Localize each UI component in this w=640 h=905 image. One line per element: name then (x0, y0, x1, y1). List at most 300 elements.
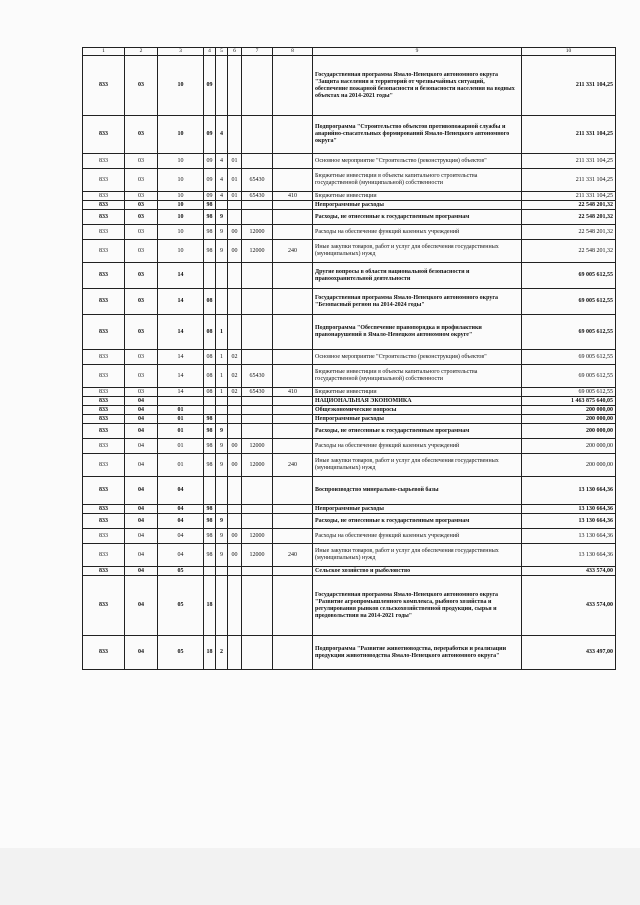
expense-type-code: 410 (273, 192, 313, 201)
event-code (228, 567, 242, 576)
item-description: Сельское хозяйство и рыболовство (313, 567, 522, 576)
table-row (83, 315, 616, 350)
section-code: 04 (125, 477, 158, 505)
admin-code: 833 (83, 424, 125, 439)
expense-type-code (273, 116, 313, 154)
admin-code: 833 (83, 439, 125, 454)
admin-code: 833 (83, 350, 125, 365)
event-code (228, 263, 242, 289)
amount: 22 548 201,32 (522, 201, 616, 210)
subsection-code: 01 (158, 454, 204, 477)
section-code: 04 (125, 439, 158, 454)
direction-code (242, 289, 273, 315)
subprogram-code: 9 (216, 439, 228, 454)
page-bottom-margin (0, 848, 640, 905)
table-row (83, 225, 616, 240)
section-code: 04 (125, 424, 158, 439)
subsection-code: 10 (158, 210, 204, 225)
table-row (83, 397, 616, 406)
subsection-code: 01 (158, 406, 204, 415)
header-row (83, 48, 616, 56)
admin-code: 833 (83, 636, 125, 670)
section-code: 03 (125, 350, 158, 365)
amount: 211 331 104,25 (522, 154, 616, 169)
program-code: 08 (204, 350, 216, 365)
expense-type-code (273, 289, 313, 315)
program-code: 98 (204, 454, 216, 477)
item-description: Подпрограмма "Обеспечение правопорядка и профилактики правонарушений в Ямало-Ненецком автономном округе" (313, 315, 522, 350)
program-code: 98 (204, 529, 216, 544)
item-description: НАЦИОНАЛЬНАЯ ЭКОНОМИКА (313, 397, 522, 406)
table-row (83, 544, 616, 567)
table-row (83, 263, 616, 289)
budget-table (82, 47, 616, 670)
item-description: Непрограммные расходы (313, 505, 522, 514)
event-code (228, 477, 242, 505)
section-code: 03 (125, 240, 158, 263)
admin-code: 833 (83, 154, 125, 169)
subprogram-code: 4 (216, 169, 228, 192)
subprogram-code: 4 (216, 192, 228, 201)
section-code: 04 (125, 415, 158, 424)
event-code: 02 (228, 388, 242, 397)
subprogram-code: 4 (216, 116, 228, 154)
item-description: Расходы, не отнесенные к государственным программам (313, 210, 522, 225)
subsection-code: 10 (158, 116, 204, 154)
event-code: 01 (228, 154, 242, 169)
program-code: 08 (204, 365, 216, 388)
amount: 22 548 201,32 (522, 210, 616, 225)
admin-code: 833 (83, 210, 125, 225)
amount: 22 548 201,32 (522, 240, 616, 263)
amount: 13 130 664,36 (522, 544, 616, 567)
direction-code (242, 477, 273, 505)
amount: 1 463 875 640,05 (522, 397, 616, 406)
item-description: Государственная программа Ямало-Ненецкого автономного округа "Безопасный регион на 2014-2024 годы" (313, 289, 522, 315)
amount: 200 000,00 (522, 415, 616, 424)
subsection-code: 05 (158, 576, 204, 636)
direction-code: 12000 (242, 439, 273, 454)
item-description: Бюджетные инвестиции в объекты капитального строительства государственной (муниципальной) собственности (313, 169, 522, 192)
program-code: 98 (204, 225, 216, 240)
admin-code: 833 (83, 454, 125, 477)
direction-code: 12000 (242, 529, 273, 544)
section-code: 03 (125, 210, 158, 225)
expense-type-code (273, 636, 313, 670)
subprogram-code: 4 (216, 154, 228, 169)
expense-type-code (273, 576, 313, 636)
section-code: 04 (125, 397, 158, 406)
subsection-code: 10 (158, 225, 204, 240)
admin-code: 833 (83, 529, 125, 544)
program-code: 08 (204, 289, 216, 315)
expense-type-code (273, 315, 313, 350)
direction-code: 65430 (242, 169, 273, 192)
admin-code: 833 (83, 576, 125, 636)
amount: 200 000,00 (522, 454, 616, 477)
section-code: 04 (125, 454, 158, 477)
section-code: 03 (125, 201, 158, 210)
amount: 433 574,00 (522, 576, 616, 636)
direction-code (242, 567, 273, 576)
item-description: Подпрограмма "Развитие животноводства, переработки и реализации продукции животноводства Ямало-Ненецкого автономного округа" (313, 636, 522, 670)
expense-type-code (273, 505, 313, 514)
section-code: 04 (125, 505, 158, 514)
direction-code (242, 56, 273, 116)
admin-code: 833 (83, 365, 125, 388)
subsection-code (158, 397, 204, 406)
table-row (83, 210, 616, 225)
admin-code: 833 (83, 477, 125, 505)
table-row (83, 365, 616, 388)
item-description: Общеэкономические вопросы (313, 406, 522, 415)
column-number: 4 (204, 48, 216, 56)
subprogram-code (216, 289, 228, 315)
admin-code: 833 (83, 56, 125, 116)
admin-code: 833 (83, 240, 125, 263)
expense-type-code: 240 (273, 454, 313, 477)
expense-type-code (273, 201, 313, 210)
direction-code: 12000 (242, 544, 273, 567)
event-code: 00 (228, 544, 242, 567)
item-description: Непрограммные расходы (313, 201, 522, 210)
section-code: 04 (125, 636, 158, 670)
direction-code (242, 263, 273, 289)
expense-type-code (273, 365, 313, 388)
item-description: Бюджетные инвестиции (313, 192, 522, 201)
event-code: 00 (228, 529, 242, 544)
item-description: Иные закупки товаров, работ и услуг для обеспечения государственных (муниципальных) нужд (313, 454, 522, 477)
item-description: Бюджетные инвестиции (313, 388, 522, 397)
table-row (83, 439, 616, 454)
direction-code: 12000 (242, 454, 273, 477)
program-code: 98 (204, 514, 216, 529)
item-description: Воспроизводство минерально-сырьевой базы (313, 477, 522, 505)
subsection-code: 10 (158, 192, 204, 201)
item-description: Непрограммные расходы (313, 415, 522, 424)
section-code: 03 (125, 116, 158, 154)
section-code: 03 (125, 263, 158, 289)
table-row (83, 636, 616, 670)
direction-code (242, 576, 273, 636)
subprogram-code: 1 (216, 388, 228, 397)
expense-type-code (273, 424, 313, 439)
section-code: 03 (125, 56, 158, 116)
admin-code: 833 (83, 201, 125, 210)
subprogram-code: 9 (216, 424, 228, 439)
admin-code: 833 (83, 406, 125, 415)
direction-code (242, 397, 273, 406)
subprogram-code: 1 (216, 315, 228, 350)
expense-type-code (273, 350, 313, 365)
amount: 13 130 664,36 (522, 477, 616, 505)
expense-type-code (273, 263, 313, 289)
table-row (83, 201, 616, 210)
amount: 211 331 104,25 (522, 56, 616, 116)
expense-type-code (273, 567, 313, 576)
subprogram-code (216, 477, 228, 505)
amount: 200 000,00 (522, 439, 616, 454)
program-code: 08 (204, 315, 216, 350)
subsection-code: 10 (158, 201, 204, 210)
item-description: Расходы на обеспечение функций казенных учреждений (313, 529, 522, 544)
subsection-code: 14 (158, 365, 204, 388)
section-code: 04 (125, 576, 158, 636)
event-code: 00 (228, 454, 242, 477)
subsection-code: 01 (158, 439, 204, 454)
subsection-code: 14 (158, 350, 204, 365)
event-code (228, 397, 242, 406)
subsection-code: 10 (158, 56, 204, 116)
subsection-code: 04 (158, 505, 204, 514)
direction-code: 65430 (242, 388, 273, 397)
amount: 13 130 664,36 (522, 505, 616, 514)
expense-type-code (273, 406, 313, 415)
table-row (83, 169, 616, 192)
amount: 69 005 612,55 (522, 315, 616, 350)
item-description: Подпрограмма "Строительство объектов противопожарной службы и аварийно-спасательных формирований Ямало-Ненецкого автономного округа" (313, 116, 522, 154)
section-code: 03 (125, 225, 158, 240)
subprogram-code: 9 (216, 544, 228, 567)
item-description: Иные закупки товаров, работ и услуг для обеспечения государственных (муниципальных) нужд (313, 240, 522, 263)
direction-code: 65430 (242, 365, 273, 388)
subsection-code: 14 (158, 315, 204, 350)
expense-type-code (273, 477, 313, 505)
amount: 433 574,00 (522, 567, 616, 576)
column-number: 1 (83, 48, 125, 56)
program-code: 18 (204, 636, 216, 670)
direction-code (242, 116, 273, 154)
program-code: 98 (204, 240, 216, 263)
table-row (83, 505, 616, 514)
subprogram-code (216, 397, 228, 406)
column-number: 10 (522, 48, 616, 56)
amount: 211 331 104,25 (522, 192, 616, 201)
event-code (228, 406, 242, 415)
expense-type-code (273, 169, 313, 192)
expense-type-code: 240 (273, 240, 313, 263)
item-description: Основное мероприятие "Строительство (реконструкция) объектов" (313, 350, 522, 365)
direction-code (242, 514, 273, 529)
direction-code (242, 201, 273, 210)
direction-code (242, 315, 273, 350)
direction-code (242, 154, 273, 169)
item-description: Бюджетные инвестиции в объекты капитального строительства государственной (муниципальной) собственности (313, 365, 522, 388)
subsection-code: 01 (158, 415, 204, 424)
column-number: 9 (313, 48, 522, 56)
admin-code: 833 (83, 315, 125, 350)
expense-type-code (273, 529, 313, 544)
expense-type-code (273, 397, 313, 406)
amount: 13 130 664,36 (522, 529, 616, 544)
table-row (83, 289, 616, 315)
program-code: 98 (204, 505, 216, 514)
program-code: 98 (204, 201, 216, 210)
item-description: Расходы, не отнесенные к государственным программам (313, 514, 522, 529)
event-code (228, 315, 242, 350)
program-code: 09 (204, 116, 216, 154)
program-code: 98 (204, 439, 216, 454)
subprogram-code (216, 576, 228, 636)
admin-code: 833 (83, 388, 125, 397)
subprogram-code: 1 (216, 350, 228, 365)
direction-code (242, 636, 273, 670)
admin-code: 833 (83, 225, 125, 240)
event-code (228, 505, 242, 514)
amount: 200 000,00 (522, 406, 616, 415)
expense-type-code (273, 154, 313, 169)
event-code: 00 (228, 439, 242, 454)
table-row (83, 406, 616, 415)
direction-code: 65430 (242, 192, 273, 201)
subprogram-code: 9 (216, 240, 228, 263)
subprogram-code: 2 (216, 636, 228, 670)
item-description: Расходы на обеспечение функций казенных учреждений (313, 439, 522, 454)
amount: 211 331 104,25 (522, 116, 616, 154)
column-number: 6 (228, 48, 242, 56)
event-code (228, 415, 242, 424)
event-code (228, 210, 242, 225)
amount: 69 005 612,55 (522, 263, 616, 289)
subsection-code: 04 (158, 514, 204, 529)
admin-code: 833 (83, 289, 125, 315)
subprogram-code (216, 263, 228, 289)
column-number: 7 (242, 48, 273, 56)
amount: 13 130 664,36 (522, 514, 616, 529)
program-code: 98 (204, 424, 216, 439)
section-code: 03 (125, 365, 158, 388)
column-number: 8 (273, 48, 313, 56)
subsection-code: 04 (158, 477, 204, 505)
admin-code: 833 (83, 263, 125, 289)
admin-code: 833 (83, 514, 125, 529)
subprogram-code (216, 201, 228, 210)
event-code (228, 514, 242, 529)
expense-type-code (273, 439, 313, 454)
table-row (83, 415, 616, 424)
table-row (83, 388, 616, 397)
section-code: 04 (125, 514, 158, 529)
program-code: 98 (204, 415, 216, 424)
table-row (83, 529, 616, 544)
direction-code (242, 424, 273, 439)
subprogram-code (216, 415, 228, 424)
table-row (83, 477, 616, 505)
event-code: 00 (228, 225, 242, 240)
item-description: Расходы на обеспечение функций казенных учреждений (313, 225, 522, 240)
subsection-code: 04 (158, 544, 204, 567)
direction-code: 12000 (242, 225, 273, 240)
admin-code: 833 (83, 544, 125, 567)
subprogram-code: 1 (216, 365, 228, 388)
event-code: 01 (228, 169, 242, 192)
event-code (228, 56, 242, 116)
admin-code: 833 (83, 192, 125, 201)
subsection-code: 05 (158, 636, 204, 670)
table-row (83, 154, 616, 169)
program-code: 09 (204, 169, 216, 192)
expense-type-code (273, 210, 313, 225)
table-row (83, 240, 616, 263)
table-row (83, 454, 616, 477)
event-code (228, 424, 242, 439)
section-code: 03 (125, 192, 158, 201)
direction-code (242, 210, 273, 225)
program-code: 09 (204, 56, 216, 116)
admin-code: 833 (83, 169, 125, 192)
event-code (228, 201, 242, 210)
column-number: 2 (125, 48, 158, 56)
item-description: Иные закупки товаров, работ и услуг для обеспечения государственных (муниципальных) нужд (313, 544, 522, 567)
section-code: 03 (125, 315, 158, 350)
program-code: 18 (204, 576, 216, 636)
program-code (204, 397, 216, 406)
event-code: 01 (228, 192, 242, 201)
event-code: 02 (228, 365, 242, 388)
program-code (204, 406, 216, 415)
subprogram-code: 9 (216, 529, 228, 544)
program-code: 09 (204, 192, 216, 201)
admin-code: 833 (83, 116, 125, 154)
event-code (228, 116, 242, 154)
subprogram-code: 9 (216, 514, 228, 529)
event-code (228, 289, 242, 315)
event-code: 02 (228, 350, 242, 365)
expense-type-code (273, 225, 313, 240)
table-row (83, 116, 616, 154)
subsection-code: 10 (158, 240, 204, 263)
item-description: Государственная программа Ямало-Ненецкого автономного округа "Развитие агропромышленного комплекса, рыбного хозяйства и регулирования рынков сельскохозяйственной продукции, сырья и продовольствия на 2014-2021 годы" (313, 576, 522, 636)
subprogram-code (216, 567, 228, 576)
subsection-code: 14 (158, 263, 204, 289)
table-row (83, 567, 616, 576)
program-code: 08 (204, 388, 216, 397)
amount: 200 000,00 (522, 424, 616, 439)
amount: 69 005 612,55 (522, 388, 616, 397)
subprogram-code: 9 (216, 210, 228, 225)
section-code: 03 (125, 388, 158, 397)
budget-table-body (83, 48, 616, 670)
amount: 433 497,00 (522, 636, 616, 670)
table-row (83, 576, 616, 636)
admin-code: 833 (83, 505, 125, 514)
event-code (228, 576, 242, 636)
subsection-code: 05 (158, 567, 204, 576)
expense-type-code: 410 (273, 388, 313, 397)
program-code (204, 567, 216, 576)
amount: 211 331 104,25 (522, 169, 616, 192)
section-code: 03 (125, 154, 158, 169)
event-code (228, 636, 242, 670)
subsection-code: 10 (158, 154, 204, 169)
subsection-code: 01 (158, 424, 204, 439)
item-description: Государственная программа Ямало-Ненецкого автономного округа "Защита населения и территорий от чрезвычайных ситуаций, обеспечение пожарной безопасности и безопасности населения на водных объектах на 2014-2021 годы" (313, 56, 522, 116)
column-number: 5 (216, 48, 228, 56)
section-code: 04 (125, 544, 158, 567)
section-code: 04 (125, 529, 158, 544)
direction-code (242, 415, 273, 424)
subsection-code: 10 (158, 169, 204, 192)
amount: 69 005 612,55 (522, 365, 616, 388)
subprogram-code (216, 406, 228, 415)
event-code: 00 (228, 240, 242, 263)
subprogram-code: 9 (216, 225, 228, 240)
section-code: 04 (125, 406, 158, 415)
section-code: 04 (125, 567, 158, 576)
subsection-code: 04 (158, 529, 204, 544)
section-code: 03 (125, 169, 158, 192)
direction-code: 12000 (242, 240, 273, 263)
